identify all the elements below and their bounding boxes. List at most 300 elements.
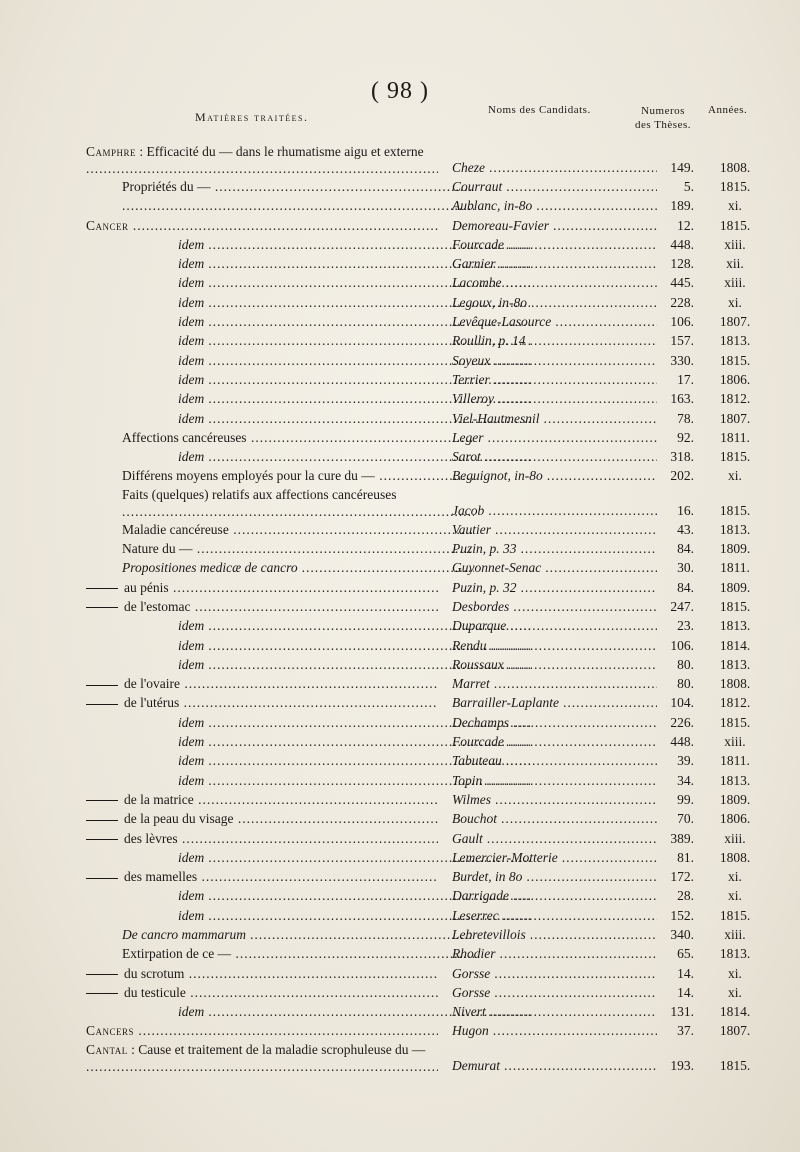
- ditto-dash: [86, 685, 118, 686]
- entry-subject: [86, 944, 474, 963]
- entry-subject-text: idem: [178, 410, 205, 426]
- entry-year: 1815.: [719, 502, 751, 518]
- ditto-dash: [86, 607, 118, 608]
- entry-subject-text: Cancers: [86, 1023, 135, 1039]
- table-row: [86, 848, 756, 867]
- entry-candidate-text: Lebretevillois: [452, 926, 526, 942]
- leader-dots: [134, 1023, 438, 1038]
- entry-number: 80.: [677, 676, 694, 692]
- entry-subject-text: idem: [178, 256, 205, 272]
- entry-subject-text: Faits (quelques) relatifs aux affections cancéreuses: [122, 486, 397, 502]
- leader-dots: [539, 411, 657, 426]
- entry-year: 1809.: [719, 579, 751, 595]
- leader-dots: [532, 198, 657, 213]
- entry-year: 1808.: [719, 849, 751, 865]
- entry-year: 1815.: [719, 1057, 751, 1073]
- entry-year: 1815.: [719, 598, 751, 614]
- header-numbers: Numeros des Thèses.: [634, 105, 691, 131]
- leader-dots: [527, 295, 657, 310]
- entry-subject-text: de l'ovaire: [124, 676, 181, 692]
- entry-year: 1813.: [719, 656, 751, 672]
- leader-dots: [504, 734, 657, 749]
- entry-candidate-text: Marret: [452, 676, 490, 692]
- entry-year: 1813.: [719, 946, 751, 962]
- leader-dots: [482, 773, 657, 788]
- entry-subject-text: idem: [178, 772, 205, 788]
- ditto-dash: [86, 993, 118, 994]
- ditto-dash: [86, 800, 118, 801]
- page-number: ( 98 ): [371, 78, 429, 104]
- leader-dots: [517, 541, 657, 556]
- entry-subject-text: du scrotum: [124, 965, 185, 981]
- entry-subject: [86, 428, 474, 447]
- entry-subject-text: du testicule: [124, 984, 186, 1000]
- entry-candidate-text: Soyeux: [452, 352, 491, 368]
- entry-candidate-text: Nivert: [452, 1004, 486, 1020]
- entry-number: 163.: [670, 391, 694, 407]
- entry-candidate: [452, 848, 657, 867]
- entry-candidate: [452, 235, 657, 254]
- entry-subject-text: idem: [178, 333, 205, 349]
- table-row: [86, 906, 756, 925]
- header-candidates: Noms des Candidats.: [488, 104, 591, 116]
- entry-candidate-text: Hugon: [452, 1023, 489, 1039]
- entry-subject: [86, 693, 438, 712]
- leader-dots: [504, 237, 657, 252]
- entry-subject-text: de la matrice: [124, 791, 194, 807]
- entry-candidate-text: Viel-Hautmesnil: [452, 410, 540, 426]
- table-row: [86, 867, 756, 886]
- table-row: [86, 447, 756, 466]
- entry-year: xi.: [728, 965, 742, 981]
- leader-dots: [543, 468, 657, 483]
- leader-dots: [192, 541, 474, 556]
- entry-number: 12.: [677, 217, 694, 233]
- table-row: [86, 1002, 756, 1021]
- leader-dots: [197, 869, 438, 884]
- leader-dots: [526, 333, 658, 348]
- entry-candidate: [452, 809, 657, 828]
- entry-year: 1809.: [719, 541, 751, 557]
- entry-candidate: [452, 925, 657, 944]
- leader-dots: [483, 831, 657, 846]
- entry-year: 1806.: [719, 811, 751, 827]
- entry-number: 28.: [677, 888, 694, 904]
- entry-candidate-text: Desbordes: [452, 598, 510, 614]
- entry-candidate: [452, 636, 657, 655]
- leader-dots: [487, 638, 658, 653]
- entry-candidate-text: Terrier: [452, 371, 490, 387]
- leader-dots: [509, 888, 657, 903]
- leader-dots: [122, 198, 474, 213]
- leader-dots: [526, 927, 657, 942]
- entry-subject-text: des mamelles: [124, 869, 198, 885]
- entry-number: 247.: [670, 598, 694, 614]
- entry-candidate-text: Demurat: [452, 1057, 500, 1073]
- leader-dots: [180, 676, 438, 691]
- entry-subject-text: Cantal : Cause et traitement de la maladie scrophuleuse du —: [86, 1041, 426, 1057]
- leader-dots: [246, 927, 474, 942]
- entry-number: 17.: [677, 371, 694, 387]
- leader-dots: [499, 908, 657, 923]
- entry-number: 78.: [677, 410, 694, 426]
- entry-candidate: [452, 713, 657, 732]
- entry-candidate: [452, 158, 657, 177]
- entry-candidate-text: Cheze: [452, 160, 485, 175]
- entry-year: 1813.: [719, 521, 751, 537]
- leader-dots: [484, 503, 657, 518]
- entry-subject-text: idem: [178, 849, 205, 865]
- table-row: [86, 216, 756, 235]
- entry-subject: [86, 578, 438, 597]
- entry-number: 202.: [670, 468, 694, 484]
- entry-candidate: [452, 578, 657, 597]
- entry-subject: [86, 558, 474, 577]
- entry-candidate: [452, 389, 657, 408]
- entry-subject: [86, 925, 474, 944]
- table-row: [86, 964, 756, 983]
- entry-year: 1809.: [719, 791, 751, 807]
- entry-candidate: [452, 790, 657, 809]
- entry-candidate-text: Courraut: [452, 179, 503, 194]
- entry-subject-text: Affections cancéreuses: [122, 429, 247, 445]
- entry-year: xi.: [728, 984, 742, 1000]
- entry-candidate: [452, 616, 657, 635]
- table-row: [86, 428, 756, 447]
- entry-candidate-text: Bouchot: [452, 811, 497, 827]
- entry-candidate: [452, 867, 657, 886]
- entry-subject: [86, 790, 438, 809]
- leader-dots: [490, 372, 657, 387]
- entry-candidate-text: Levêque-Lasource: [452, 314, 552, 330]
- entry-subject: [86, 867, 438, 886]
- entry-subject-text: idem: [178, 449, 205, 465]
- leader-dots: [247, 430, 474, 445]
- entry-candidate-text: Topin: [452, 772, 483, 788]
- entry-number: 99.: [677, 791, 694, 807]
- table-row: [86, 597, 756, 616]
- entry-subject-text: idem: [178, 753, 205, 769]
- leader-dots: [191, 599, 438, 614]
- table-row: [86, 466, 756, 485]
- entry-subject-text: idem: [178, 352, 205, 368]
- leader-dots: [481, 449, 657, 464]
- table-row: [86, 409, 756, 428]
- entry-number: 131.: [670, 1004, 694, 1020]
- entry-subject-text: Nature du —: [122, 541, 193, 557]
- entry-year: 1811.: [720, 429, 750, 445]
- entry-number: 16.: [677, 502, 694, 518]
- table-row: [86, 558, 756, 577]
- entry-candidate: [452, 1002, 657, 1021]
- entry-year: 1808.: [719, 160, 751, 175]
- table-row: [86, 751, 756, 770]
- entry-year: 1811.: [720, 560, 750, 576]
- table-row: [86, 312, 756, 331]
- table-row: [86, 616, 756, 635]
- entry-candidate-text: Wilmes: [452, 791, 491, 807]
- entry-year: xi.: [728, 468, 742, 484]
- entry-number: 330.: [670, 352, 694, 368]
- entry-candidate-text: Gault: [452, 830, 483, 846]
- entry-number: 152.: [670, 907, 694, 923]
- entry-year: 1811.: [720, 753, 750, 769]
- leader-dots: [298, 560, 474, 575]
- table-row: [86, 674, 756, 693]
- leader-dots: [178, 831, 438, 846]
- entry-subject: [86, 196, 474, 215]
- table-row: [86, 143, 756, 177]
- entry-candidate-text: Gorsse: [452, 984, 491, 1000]
- entry-year: xi.: [728, 294, 742, 310]
- entry-candidate: [452, 520, 657, 539]
- leader-dots: [86, 1059, 438, 1074]
- entry-number: 228.: [670, 294, 694, 310]
- entry-year: 1815.: [719, 714, 751, 730]
- entry-year: xii.: [726, 256, 744, 272]
- entry-candidate: [452, 501, 657, 520]
- entry-number: 37.: [677, 1023, 694, 1039]
- entry-candidate: [452, 674, 657, 693]
- entry-year: xiii.: [724, 734, 746, 750]
- table-row: [86, 886, 756, 905]
- table-row: [86, 389, 756, 408]
- entry-number: 318.: [670, 449, 694, 465]
- entry-number: 193.: [670, 1057, 694, 1073]
- leader-dots: [509, 599, 657, 614]
- table-row: [86, 809, 756, 828]
- entry-subject-text: idem: [178, 637, 205, 653]
- entry-candidate: [452, 539, 657, 558]
- entry-subject: [86, 486, 474, 520]
- entry-number: 340.: [670, 926, 694, 942]
- entry-subject-text: idem: [178, 734, 205, 750]
- leader-dots: [86, 161, 438, 176]
- entry-year: 1814.: [719, 637, 751, 653]
- leader-dots: [489, 1023, 657, 1038]
- entry-year: 1815.: [719, 907, 751, 923]
- leader-dots: [509, 715, 657, 730]
- table-row: [86, 331, 756, 350]
- table-row: [86, 539, 756, 558]
- table-row: [86, 273, 756, 292]
- leader-dots: [194, 792, 438, 807]
- entry-candidate-text: Burdet, in 8o: [452, 869, 523, 885]
- leader-dots: [233, 811, 438, 826]
- entry-year: xiii.: [724, 926, 746, 942]
- entry-number: 30.: [677, 560, 694, 576]
- entry-subject: [86, 1041, 438, 1075]
- entry-subject-text: des lèvres: [124, 830, 178, 846]
- entry-subject-text: Différens moyens employés pour la cure du —: [122, 468, 375, 484]
- leader-dots: [231, 946, 474, 961]
- entry-candidate-text: Leserrec: [452, 907, 499, 923]
- entry-candidate-text: Puzin, p. 32: [452, 579, 517, 595]
- leader-dots: [559, 695, 657, 710]
- entry-subject: [86, 829, 438, 848]
- leader-dots: [522, 869, 657, 884]
- entry-number: 149.: [670, 160, 694, 175]
- entry-number: 104.: [670, 695, 694, 711]
- table-row: [86, 1021, 756, 1040]
- entry-year: 1815.: [719, 217, 751, 233]
- entry-candidate-text: Dechamps: [452, 714, 509, 730]
- entry-candidate-text: Villeroy: [452, 391, 494, 407]
- leader-dots: [504, 657, 657, 672]
- entry-candidate: [452, 428, 657, 447]
- ditto-dash: [86, 588, 118, 589]
- entry-subject-text: idem: [178, 1004, 205, 1020]
- ditto-dash: [86, 974, 118, 975]
- leader-dots: [491, 792, 657, 807]
- entry-year: 1812.: [719, 695, 751, 711]
- entry-number: 445.: [670, 275, 694, 291]
- entry-candidate: [452, 254, 657, 273]
- entry-candidate-text: Rhodier: [452, 946, 496, 962]
- entry-number: 128.: [670, 256, 694, 272]
- entry-subject-text: de l'estomac: [124, 598, 191, 614]
- table-row: [86, 351, 756, 370]
- entry-candidate: [452, 597, 657, 616]
- entry-year: 1807.: [719, 1023, 751, 1039]
- leader-dots: [129, 218, 438, 233]
- header-years: Années.: [708, 104, 748, 116]
- leader-dots: [497, 811, 657, 826]
- entry-number: 14.: [677, 984, 694, 1000]
- entry-number: 389.: [670, 830, 694, 846]
- entry-candidate: [452, 906, 657, 925]
- entry-number: 106.: [670, 314, 694, 330]
- entry-subject: [86, 143, 438, 177]
- entry-subject-text: idem: [178, 618, 205, 634]
- entry-subject: [86, 466, 474, 485]
- entry-number: 106.: [670, 637, 694, 653]
- entry-subject: [86, 964, 438, 983]
- entry-subject-text: idem: [178, 236, 205, 252]
- leader-dots: [211, 179, 475, 194]
- entry-candidate-text: Aublanc, in-8o: [452, 198, 533, 214]
- table-row: [86, 713, 756, 732]
- entry-year: xi.: [728, 869, 742, 885]
- entry-number: 70.: [677, 811, 694, 827]
- leader-dots: [486, 1004, 657, 1019]
- entry-candidate-text: Jacob: [452, 502, 485, 518]
- entry-subject-text: idem: [178, 656, 205, 672]
- table-row: [86, 636, 756, 655]
- entry-candidate: [452, 732, 657, 751]
- entry-number: 84.: [677, 579, 694, 595]
- leader-dots: [122, 504, 474, 519]
- entry-number: 14.: [677, 965, 694, 981]
- leader-dots: [549, 218, 657, 233]
- entry-candidate: [452, 466, 657, 485]
- entry-candidate: [452, 1056, 657, 1075]
- entry-candidate: [452, 216, 657, 235]
- entry-candidate-text: Roussaux: [452, 656, 504, 672]
- entry-candidate: [452, 693, 657, 712]
- entry-candidate: [452, 1021, 657, 1040]
- leader-dots: [502, 179, 657, 194]
- leader-dots: [502, 753, 657, 768]
- entry-candidate: [452, 370, 657, 389]
- entry-subject-text: Extirpation de ce —: [122, 946, 232, 962]
- entry-subject-text: de l'utérus: [124, 695, 180, 711]
- leader-dots: [502, 275, 658, 290]
- entry-subject: [86, 177, 474, 196]
- entry-subject-text: idem: [178, 714, 205, 730]
- entry-candidate-text: Rendu: [452, 637, 487, 653]
- entry-candidate: [452, 331, 657, 350]
- table-row: [86, 196, 756, 215]
- leader-dots: [169, 580, 438, 595]
- entry-candidate: [452, 751, 657, 770]
- entry-candidate-text: Duparque: [452, 618, 507, 634]
- leader-dots: [541, 560, 657, 575]
- entry-candidate-text: Garnier: [452, 256, 496, 272]
- entry-number: 65.: [677, 946, 694, 962]
- entry-year: xiii.: [724, 236, 746, 252]
- leader-dots: [496, 256, 658, 271]
- entry-candidate: [452, 196, 657, 215]
- leader-dots: [485, 160, 657, 175]
- entry-candidate: [452, 655, 657, 674]
- entry-candidate-text: Fourcade: [452, 734, 504, 750]
- entry-subject: [86, 1021, 438, 1040]
- entry-subject: [86, 809, 438, 828]
- entry-year: 1815.: [719, 449, 751, 465]
- leader-dots: [490, 676, 657, 691]
- leader-dots: [484, 430, 658, 445]
- table-row: [86, 655, 756, 674]
- entry-number: 448.: [670, 734, 694, 750]
- leader-dots: [186, 985, 438, 1000]
- entry-subject: [86, 216, 438, 235]
- leader-dots: [490, 985, 657, 1000]
- entry-year: 1807.: [719, 410, 751, 426]
- entry-subject-text: au pénis: [124, 579, 169, 595]
- entry-year: 1812.: [719, 391, 751, 407]
- entry-subject-text: Maladie cancéreuse: [122, 521, 229, 537]
- ditto-dash: [86, 704, 118, 705]
- entry-subject: [86, 539, 474, 558]
- table-row: [86, 732, 756, 751]
- table-row: [86, 944, 756, 963]
- entry-subject-text: de la peau du visage: [124, 811, 234, 827]
- entry-number: 34.: [677, 772, 694, 788]
- entry-number: 226.: [670, 714, 694, 730]
- entry-candidate-text: Darrigade: [452, 888, 509, 904]
- entry-number: 23.: [677, 618, 694, 634]
- entry-number: 43.: [677, 521, 694, 537]
- entry-year: 1813.: [719, 772, 751, 788]
- entry-year: xiii.: [724, 830, 746, 846]
- entry-subject-text: idem: [178, 888, 205, 904]
- entry-year: 1808.: [719, 676, 751, 692]
- entry-subject-text: De cancro mammarum: [122, 926, 246, 942]
- entry-year: xi.: [728, 198, 742, 214]
- table-row: [86, 925, 756, 944]
- leader-dots: [517, 580, 657, 595]
- entry-number: 172.: [670, 869, 694, 885]
- entry-subject-text: Camphre : Efficacité du — dans le rhumatisme aigu et externe: [86, 144, 424, 159]
- header-subjects: Matières traitées.: [195, 110, 309, 124]
- entry-year: 1813.: [719, 618, 751, 634]
- entry-subject-text: idem: [178, 391, 205, 407]
- leader-dots: [506, 618, 657, 633]
- leader-dots: [496, 946, 658, 961]
- table-row: [86, 578, 756, 597]
- entry-candidate-text: Sarot: [452, 449, 481, 465]
